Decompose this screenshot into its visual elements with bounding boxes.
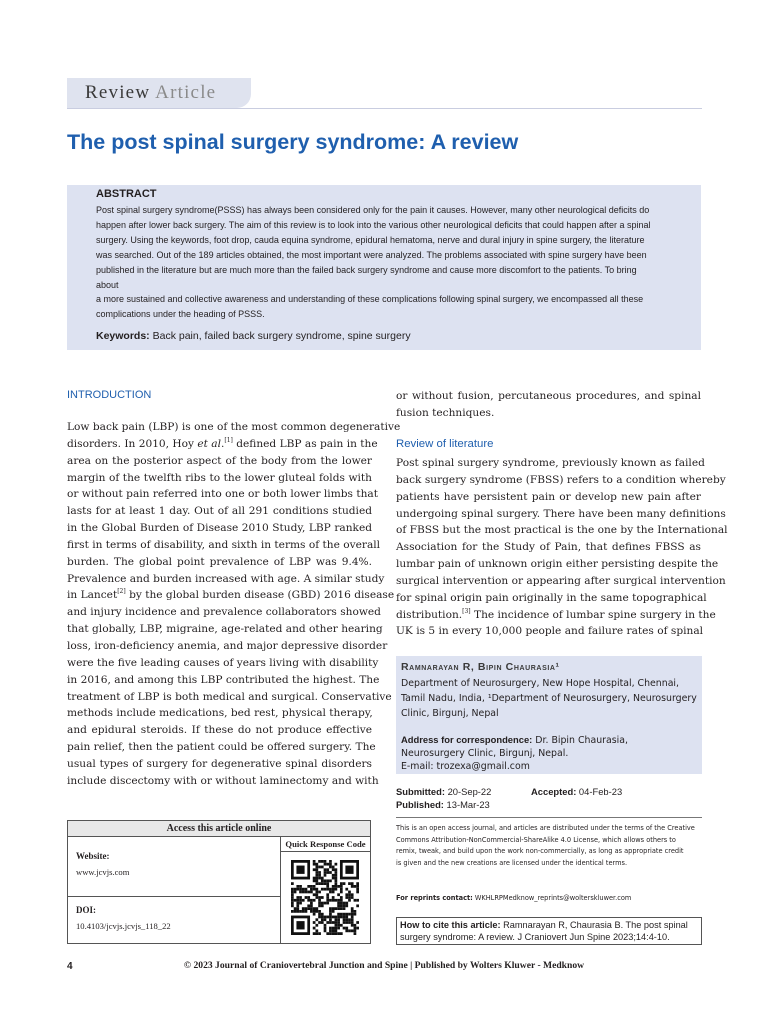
affiliation-line: Clinic, Birgunj, Nepal bbox=[401, 708, 499, 719]
table-divider bbox=[280, 837, 281, 943]
section-label-tab bbox=[67, 78, 251, 108]
body-line: in 2016, and among this LBP contributed the highest. The bbox=[67, 673, 380, 686]
accepted-date bbox=[531, 786, 622, 797]
correspondence-address: Neurosurgery Clinic, Birgunj, Nepal. bbox=[401, 748, 569, 759]
abstract-line: happen after lower back surgery. The aim of this review is to look into the various other neurological deficits that could happen after a spinal bbox=[96, 218, 651, 230]
right-column-continuation bbox=[396, 388, 701, 422]
access-online-table bbox=[67, 820, 371, 944]
qr-code-icon[interactable] bbox=[291, 860, 359, 935]
body-line: or without pain referred into one or both lower limbs that bbox=[67, 488, 378, 501]
abstract-line: published in the literature but are much more than the failed back surgery syndrome and cause more discomfort to the patients. To bring about bbox=[96, 263, 637, 290]
abstract-line: complications under the heading of PSSS. bbox=[96, 308, 265, 320]
body-line: fusion techniques. bbox=[396, 406, 495, 419]
review-of-literature-body bbox=[396, 455, 728, 640]
abstract-heading: ABSTRACT bbox=[96, 188, 157, 200]
keywords-label: Keywords: bbox=[96, 330, 150, 342]
abstract-line: was searched. Out of the 189 articles obtained, the most important were analyzed. The problems associated with spine surgery have been bbox=[96, 248, 647, 260]
body-line: lumbar pain of unknown origin either persisting despite the bbox=[396, 558, 719, 571]
body-line: burden. The global point prevalence of LBP was 9.4%. bbox=[67, 555, 372, 568]
body-line: patients have persistent pain or develop new pain after bbox=[396, 490, 701, 503]
published-value: 13-Mar-23 bbox=[443, 799, 490, 810]
citation-line-1: Ramnarayan R, Chaurasia B. The post spinal bbox=[500, 920, 688, 930]
affiliation-line: Tamil Nadu, India, ¹Department of Neurosurgery, Neurosurgery bbox=[401, 693, 697, 704]
submitted-date bbox=[396, 786, 491, 797]
body-line: of FBSS but the most practical is the one by the International bbox=[396, 524, 728, 537]
submitted-value: 20-Sep-22 bbox=[444, 786, 492, 797]
citation-label: How to cite this article: bbox=[400, 920, 501, 930]
body-line: in Lancet[2] by the global burden disease (GBD) 2016 disease bbox=[67, 588, 395, 602]
author-info-box bbox=[396, 656, 702, 774]
body-line: UK is 5 in every 10,000 people and failure rates of spinal bbox=[396, 625, 704, 638]
keywords-text: Back pain, failed back surgery syndrome, spine surgery bbox=[152, 330, 411, 342]
body-line: Low back pain (LBP) is one of the most common degenerative bbox=[67, 421, 401, 433]
website-label: Website: bbox=[76, 851, 110, 861]
body-line: or without fusion, percutaneous procedures, and spinal bbox=[396, 390, 701, 402]
accepted-label: Accepted: bbox=[531, 786, 577, 797]
abstract-line: surgery. Using the keywords, foot drop, cauda equina syndrome, epidural hematoma, nerve and dural injury in spine surgery, the literature bbox=[96, 233, 645, 245]
citation-line-2: surgery syndrome: A review. J Craniovert Jun Spine 2023;14:4-10. bbox=[400, 931, 670, 942]
body-line: Post spinal surgery syndrome, previously known as failed bbox=[396, 457, 705, 469]
website-link[interactable]: www.jcvjs.com bbox=[76, 867, 130, 877]
body-line: include discectomy with or without laminectomy and with bbox=[67, 774, 379, 787]
doi-link[interactable]: 10.4103/jcvjs.jcvjs_118_22 bbox=[76, 921, 171, 931]
body-line: first in terms of disability, and sixth in terms of the overall bbox=[67, 538, 381, 551]
introduction-body bbox=[67, 419, 401, 790]
body-line: lasts for at least 1 day. Out of all 291 conditions studied bbox=[67, 505, 372, 518]
body-line: back surgery syndrome (FBSS) refers to a condition whereby bbox=[396, 473, 726, 486]
correspondence-name: Dr. Bipin Chaurasia, bbox=[532, 735, 628, 746]
keywords bbox=[96, 330, 411, 342]
body-line: undergoing spinal surgery. There have been many definitions bbox=[396, 507, 726, 520]
body-line: loss, iron-deficiency anemia, and major depressive disorder bbox=[67, 639, 388, 652]
article-title: The post spinal surgery syndrome: A review bbox=[67, 130, 519, 154]
license-rule bbox=[396, 817, 702, 818]
body-line: distribution.[3] The incidence of lumbar spine surgery in the bbox=[396, 607, 716, 621]
license-line: remix, tweak, and build upon the work non-commercially, as long as appropriate credit bbox=[396, 847, 684, 856]
header-rule bbox=[67, 108, 702, 109]
citation-box bbox=[396, 917, 702, 945]
accepted-value: 04-Feb-23 bbox=[576, 786, 623, 797]
page-footer: © 2023 Journal of Craniovertebral Junction and Spine | Published by Wolters Kluwer - Medknow bbox=[183, 960, 585, 971]
section-label-article: Article bbox=[155, 82, 217, 103]
body-line: pain relief, then the patient could be offered surgery. The bbox=[67, 741, 376, 754]
correspondence-label: Address for correspondence: bbox=[401, 734, 533, 745]
reprints-label: For reprints contact: bbox=[396, 894, 473, 902]
body-line: were the five leading causes of years living with disability bbox=[67, 656, 379, 669]
body-line: and injury incidence and prevalence collaborators showed bbox=[67, 606, 381, 619]
license-text bbox=[396, 823, 702, 869]
author-affiliation bbox=[401, 676, 701, 721]
author-names: Ramnarayan R, Bipin Chaurasia¹ bbox=[401, 661, 560, 673]
body-line: in the Global Burden of Disease 2010 Study, LBP ranked bbox=[67, 522, 372, 535]
body-line: for spinal origin pain originally in the same topographical bbox=[396, 591, 707, 604]
license-line: Commons Attribution-NonCommercial-ShareAlike 4.0 License, which allows others to bbox=[396, 835, 676, 844]
review-of-literature-heading: Review of literature bbox=[396, 438, 494, 450]
abstract-box bbox=[67, 185, 701, 350]
body-line: Association for the Study of Pain, that defines FBSS as bbox=[396, 541, 701, 554]
introduction-heading: INTRODUCTION bbox=[67, 389, 152, 401]
body-line: area on the posterior aspect of the body from the lower bbox=[67, 454, 372, 467]
body-line: that globally, LBP, migraine, age-related and other hearing bbox=[67, 623, 383, 636]
license-line: is given and the new creations are licensed under the identical terms. bbox=[396, 858, 628, 867]
access-heading: Access this article online bbox=[68, 821, 370, 837]
body-line: surgical intervention or appearing after surgical intervention bbox=[396, 574, 726, 587]
page-number: 4 bbox=[67, 961, 73, 972]
section-label-review: Review bbox=[85, 82, 151, 103]
correspondence-email[interactable]: E-mail: trozexa@gmail.com bbox=[401, 761, 530, 772]
affiliation-line: Department of Neurosurgery, New Hope Hospital, Chennai, bbox=[401, 678, 680, 689]
reprints-contact bbox=[396, 894, 631, 902]
body-line: disorders. In 2010, Hoy et al.[1] defined LBP as pain in the bbox=[67, 436, 378, 450]
submitted-label: Submitted: bbox=[396, 786, 445, 797]
correspondence bbox=[401, 733, 701, 773]
body-line: usual types of surgery for degenerative spinal disorders bbox=[67, 757, 372, 770]
abstract-text bbox=[96, 203, 656, 322]
citation-text bbox=[400, 920, 698, 943]
published-date bbox=[396, 799, 490, 810]
published-label: Published: bbox=[396, 799, 444, 810]
abstract-line: Post spinal surgery syndrome(PSSS) has always been considered only for the pain it causes. However, many other neurological deficits do bbox=[96, 204, 650, 215]
license-line: This is an open access journal, and articles are distributed under the terms of the Creative bbox=[396, 824, 695, 832]
qr-code-label: Quick Response Code bbox=[281, 837, 370, 852]
body-line: margin of the twelfth ribs to the lower gluteal folds with bbox=[67, 471, 372, 484]
doi-label: DOI: bbox=[76, 905, 96, 915]
body-line: Prevalence and burden increased with age. A similar study bbox=[67, 572, 385, 585]
body-line: and epidural steroids. If these do not produce effective bbox=[67, 724, 372, 737]
table-divider bbox=[68, 896, 280, 897]
abstract-line: a more sustained and collective awareness and understanding of these complications following spinal surgery, we encompassed all these bbox=[96, 293, 644, 305]
body-line: treatment of LBP is both medical and surgical. Conservative bbox=[67, 690, 392, 703]
body-line: methods include medications, bed rest, physical therapy, bbox=[67, 707, 373, 720]
reprints-email[interactable]: WKHLRPMedknow_reprints@wolterskluwer.com bbox=[472, 894, 632, 902]
